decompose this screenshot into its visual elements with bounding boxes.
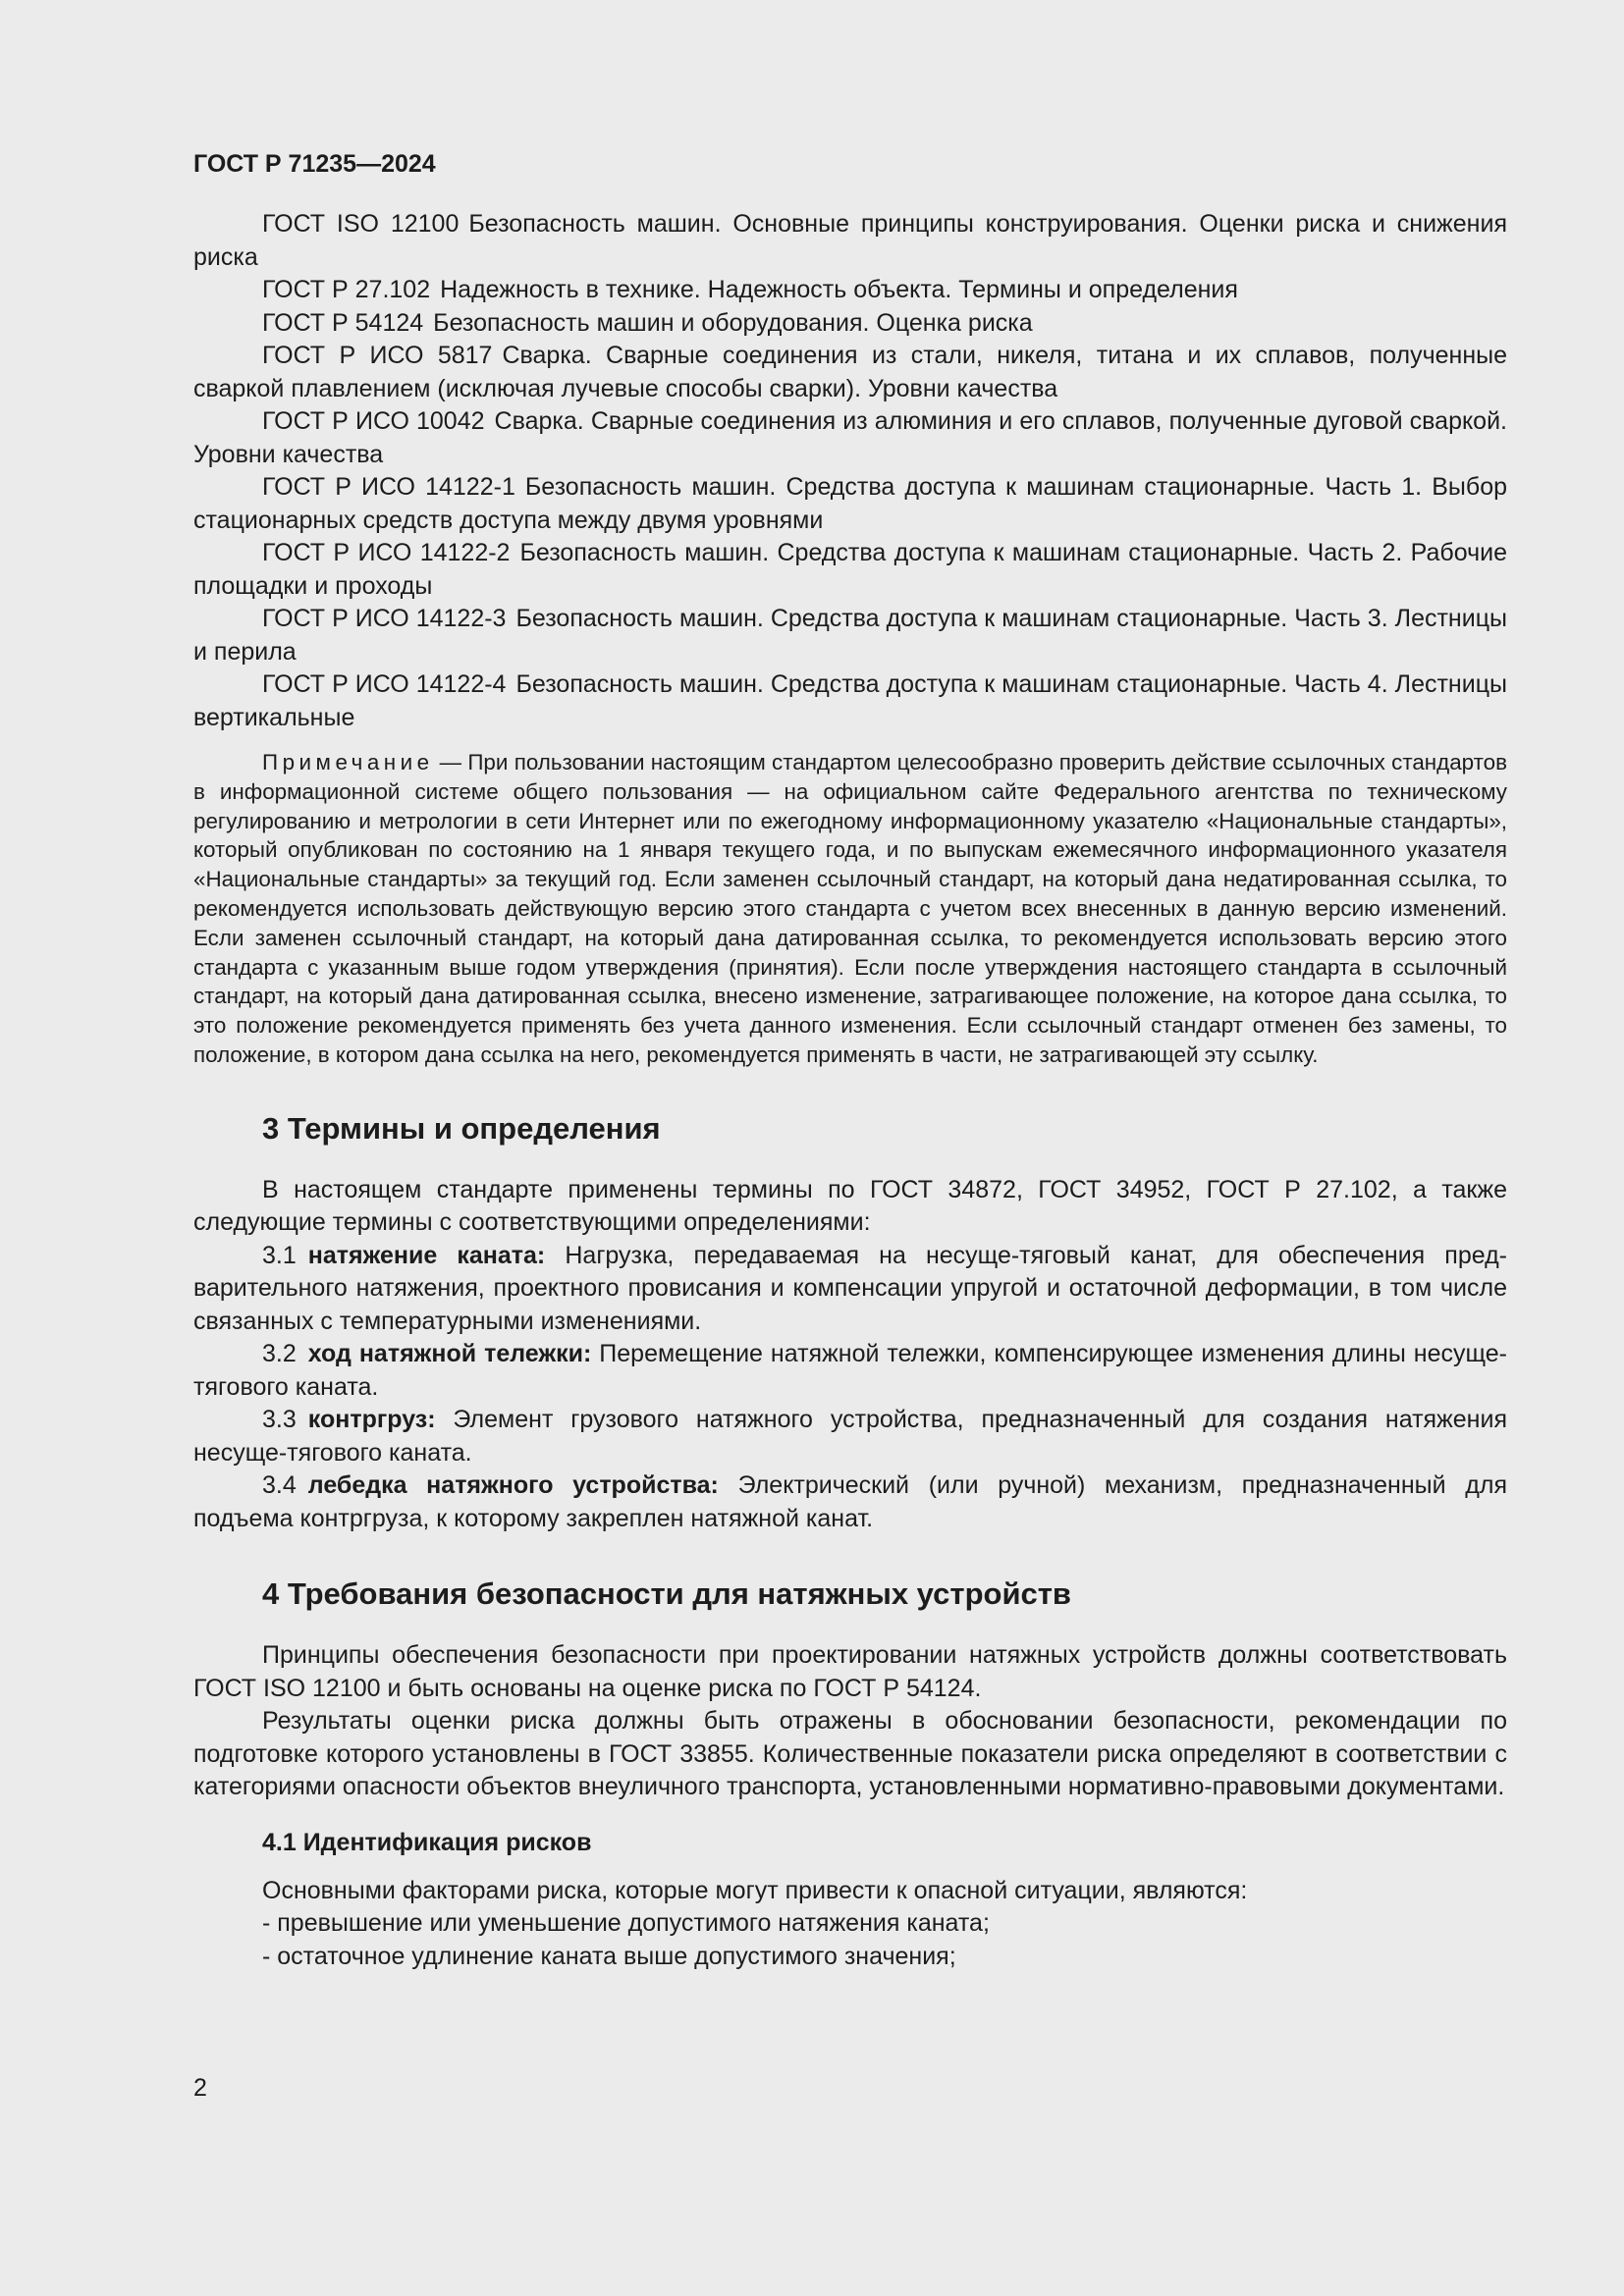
- reference-item: [193, 471, 1507, 537]
- section-terms: [193, 1109, 1507, 1536]
- document-header: ГОСТ Р 71235—2024: [193, 150, 436, 178]
- reference-item: [193, 274, 1507, 307]
- note-text: — При пользовании настоящим стандартом целесообразно проверить действие ссылочных стандартов в информационной системе общего пользования — на официальном сайте Федерального агентства по техническому регулированию и метрологии в сети Интернет или по ежегодному информационному указателю «Национальные стандарты», который опубликован по состоянию на 1 января текущего года, и по выпускам ежемесячного информационного указателя «Национальные стандарты» за текущий год. Если заменен ссылочный стандарт, на который дана недатированная ссылка, то рекомендуется использовать действующую версию этого стандарта с учетом всех внесенных в данную версию изменений. Если заменен ссылочный стандарт, на который дана датированная ссылка, то рекомендуется использовать версию этого стандарта с указанным выше годом утверждения (принятия). Если после утверждения настоящего стандарта в ссылочный стандарт, на который дана датированная ссылка, внесено изменение, затрагивающее положение, на которое дана ссылка, то это положение рекомендуется применять без учета данного изменения. Если ссылочный стандарт отменен без замены, то положение, в котором дана ссылка на него, рекомендуется применять в части, не затрагивающей эту ссылку.: [193, 750, 1507, 1067]
- reference-code: ГОСТ Р ИСО 14122-2: [262, 539, 511, 566]
- reference-title: Сварка. Сварные соединения из стали, никеля, титана и их сплавов, полученные сваркой плавлением (исключая лучевые способы сварки). Уровни качества: [193, 342, 1507, 402]
- term-definition: Перемещение натяжной тележки, компенсирующее изменения длины несуще-тягового каната.: [193, 1340, 1507, 1401]
- normative-references: [193, 208, 1507, 734]
- note-paragraph: [193, 748, 1507, 1070]
- term-definition: Нагрузка, передаваемая на несуще-тяговый канат, для обеспечения предварительного натяжения, проектного провисания и компенсации упругой и остаточной деформации, в том числе связанных с температурными изменениями.: [193, 1241, 1507, 1335]
- page-number: 2: [193, 2074, 207, 2102]
- section-3-title: 3 Термины и определения: [262, 1110, 661, 1146]
- subsection-4-1-title: 4.1 Идентификация рисков: [262, 1828, 592, 1856]
- list-item: - превышение или уменьшение допустимого натяжения каната;: [262, 1909, 990, 1938]
- note-label: Примечание: [262, 750, 434, 774]
- term-definition: Элемент грузового натяжного устройства, предназначенный для создания натяжения несуще-тягового каната.: [193, 1406, 1507, 1467]
- term-name: контргруз:: [307, 1406, 436, 1434]
- reference-title: Безопасность машин. Средства доступа к машинам стационарные. Часть 1. Выбор стационарных средств доступа между двумя уровнями: [193, 473, 1508, 534]
- reference-item: [193, 668, 1507, 734]
- term-name: натяжение каната:: [307, 1241, 546, 1269]
- list-item: - остаточное удлинение каната выше допустимого значения;: [262, 1942, 956, 1970]
- reference-title: Безопасность машин. Основные принципы конструирования. Оценки риска и снижения риска: [193, 210, 1507, 271]
- reference-title: Безопасность машин. Средства доступа к машинам стационарные. Часть 3. Лестницы и перила: [193, 605, 1507, 666]
- reference-title: Безопасность машин. Средства доступа к машинам стационарные. Часть 4. Лестницы вертикальные: [193, 670, 1507, 731]
- section-safety-requirements: [193, 1575, 1507, 1973]
- term-entry: [193, 1404, 1507, 1469]
- reference-code: ГОСТ Р ИСО 5817: [262, 342, 493, 369]
- term-entry: [193, 1338, 1507, 1404]
- section-3-intro: В настоящем стандарте применены термины по ГОСТ 34872, ГОСТ 34952, ГОСТ Р 27.102, а также следующие термины с соответствующими определениями:: [193, 1175, 1507, 1237]
- reference-item: [193, 405, 1507, 471]
- reference-code: ГОСТ Р ИСО 14122-1: [262, 473, 515, 501]
- term-number: 3.2: [262, 1340, 297, 1368]
- term-number: 3.1: [262, 1241, 297, 1269]
- reference-item: [193, 208, 1507, 274]
- reference-code: ГОСТ Р ИСО 14122-3: [262, 605, 507, 632]
- reference-item: [193, 537, 1507, 603]
- reference-title: Безопасность машин и оборудования. Оценка риска: [433, 308, 1033, 337]
- term-number: 3.3: [262, 1406, 297, 1434]
- section-4-title: 4 Требования безопасности для натяжных устройств: [262, 1576, 1071, 1612]
- section-4-paragraph: Результаты оценки риска должны быть отражены в обосновании безопасности, рекомендации по подготовке которого установлены в ГОСТ 33855. Количественные показатели риска определяют в соответствии с категориями опасности объектов внеуличного транспорта, установленными нормативно-правовыми документами.: [193, 1707, 1507, 1801]
- reference-code: ГОСТ Р 54124: [262, 308, 424, 337]
- subsection-4-1-intro: Основными факторами риска, которые могут привести к опасной ситуации, являются:: [262, 1876, 1248, 1904]
- section-4-paragraph: Принципы обеспечения безопасности при проектировании натяжных устройств должны соответствовать ГОСТ ISO 12100 и быть основаны на оценке риска по ГОСТ Р 54124.: [193, 1641, 1507, 1702]
- reference-item: [193, 307, 1507, 341]
- reference-title: Надежность в технике. Надежность объекта. Термины и определения: [440, 276, 1238, 303]
- term-entry: [193, 1240, 1507, 1339]
- reference-code: ГОСТ Р ИСО 14122-4: [262, 670, 507, 698]
- term-name: лебедка натяжного устройства:: [307, 1471, 719, 1500]
- reference-code: ГОСТ Р ИСО 10042: [262, 407, 485, 435]
- term-name: ход натяжной тележки:: [307, 1340, 592, 1368]
- reference-title: Безопасность машин. Средства доступа к машинам стационарные. Часть 2. Рабочие площадки и проходы: [193, 539, 1507, 600]
- reference-code: ГОСТ ISO 12100: [262, 210, 460, 238]
- term-number: 3.4: [262, 1471, 297, 1500]
- term-entry: [193, 1469, 1507, 1535]
- reference-title: Сварка. Сварные соединения из алюминия и его сплавов, полученные дуговой сваркой. Уровни качества: [193, 407, 1507, 468]
- reference-item: [193, 340, 1507, 405]
- reference-item: [193, 603, 1507, 668]
- reference-code: ГОСТ Р 27.102: [262, 276, 431, 303]
- term-definition: Электрический (или ручной) механизм, предназначенный для подъема контргруза, к которому закреплен натяжной канат.: [193, 1471, 1507, 1532]
- document-page: [193, 147, 1507, 1973]
- risk-factor-list: [193, 1907, 1507, 1973]
